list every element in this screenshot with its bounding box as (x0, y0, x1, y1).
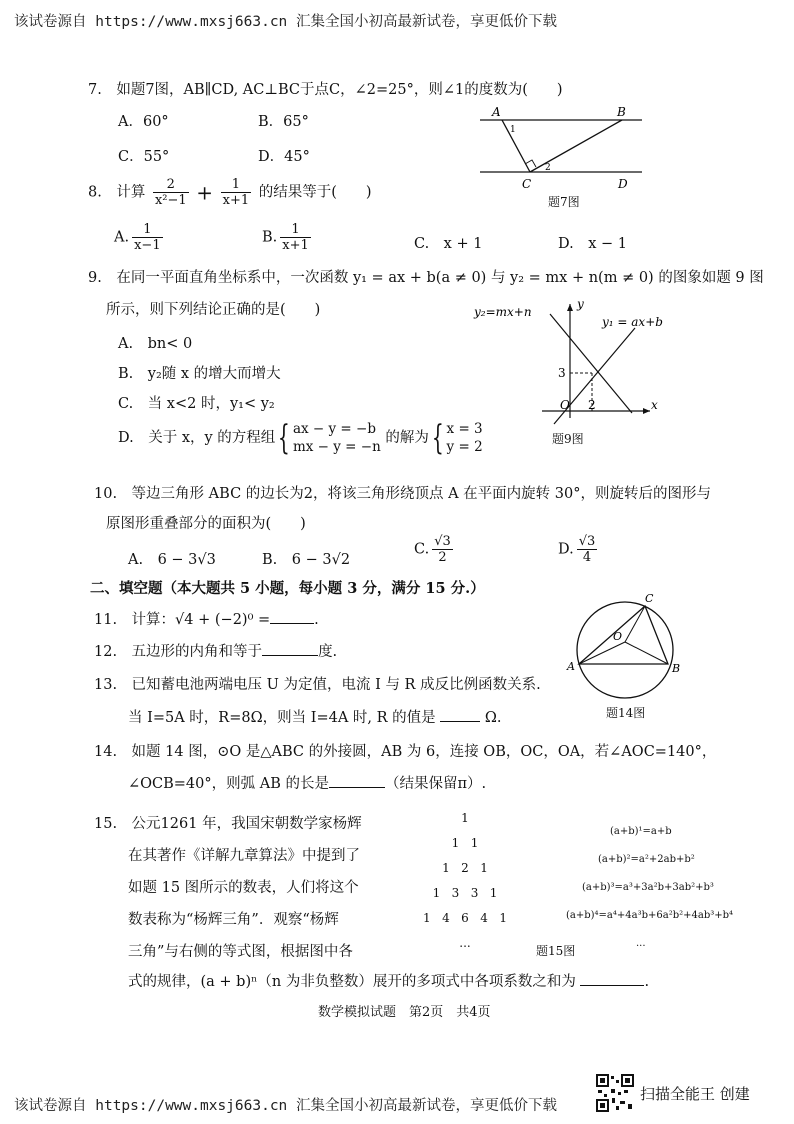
q8-option-c: C. x + 1 (414, 236, 483, 252)
q9-label-origin: O (560, 398, 570, 412)
equation-1: (a+b)¹=a+b (610, 826, 672, 837)
header-url[interactable]: https://www.mxsj663.cn (95, 14, 288, 30)
q15-line5: 三角”与右侧的等式图，根据图中各 (128, 944, 353, 960)
circumcircle (577, 602, 673, 698)
q9-label-y2: y₂=mx+n (474, 305, 532, 319)
q7-option-b: B．65° (258, 114, 309, 130)
q7-option-c: C．55° (118, 149, 170, 165)
q15-line2: 在其著作《详解九章算法》中提到了 (128, 848, 360, 864)
q9-label-2: 2 (588, 398, 596, 412)
q15-line3: 如题 15 图所示的数表，人们将这个 (128, 880, 359, 896)
q15-answer-blank[interactable] (580, 985, 644, 986)
q11-stem: 11. 计算：√4 + (−2)⁰ = . (94, 612, 319, 628)
footer-slogan: 汇集全国小初高最新试卷，享更低价下载 (296, 1098, 558, 1114)
segment-ac (502, 120, 530, 172)
q7-label-d: D (618, 177, 628, 191)
q10-stem-line2: 原图形重叠部分的面积为( ) (106, 516, 306, 532)
triangle-row-3: 1 2 1 (442, 861, 488, 875)
q14-stem-line2: ∠OCB=40°，则弧 AB 的长是 （结果保留π）. (128, 776, 487, 792)
q14-label-b: B (672, 662, 681, 675)
q11-answer-blank[interactable] (270, 623, 314, 624)
q15-line1: 15. 公元1261 年，我国宋朝数学家杨辉 (94, 816, 362, 832)
q10-stem-line1: 10. 等边三角形 ABC 的边长为2，将该三角形绕顶点 A 在平面内旋转 30°，则旋转后的图形与 (94, 486, 711, 502)
q13-answer-blank[interactable] (440, 721, 480, 722)
q12-stem: 12. 五边形的内角和等于 度. (94, 644, 338, 660)
segment-ob (625, 642, 668, 664)
q10-option-d: D. $\frac{√3}{4}$ (558, 534, 596, 565)
header-slogan: 汇集全国小初高最新试卷，享更低价下载 (296, 14, 558, 30)
q9-stem-line2: 所示，则下列结论正确的是( ) (106, 302, 321, 318)
q10-option-a: A. 6 − 3√3 (128, 552, 216, 568)
page-number-label: 数学模拟试题 第2页 共4页 (318, 1005, 491, 1020)
q8-stem (88, 177, 372, 208)
q9-caption: 题9图 (552, 432, 584, 446)
binomial-equations (566, 818, 766, 958)
triangle-row-1: 1 (461, 811, 469, 825)
q9-label-yaxis: y (577, 297, 584, 311)
q12-answer-blank[interactable] (262, 655, 318, 656)
q8-fraction-1: $\frac{2}{\text{x²−1}}$ (154, 177, 187, 208)
q8-prefix: 8. 计算 (88, 184, 146, 201)
q15-line6: 式的规律，(a + b)ⁿ（n 为非负整数）展开的多项式中各项系数之和为 . (128, 974, 650, 990)
footer-source: 该试卷源自 (14, 1098, 87, 1114)
q14-figure (565, 592, 695, 702)
q7-stem: 7. 如题7图，AB∥CD, AC⊥BC于点C，∠2=25°，则∠1的度数为( ) (88, 82, 563, 98)
q7-option-a: A．60° (118, 114, 169, 130)
triangle-row-6: ... (459, 936, 471, 950)
q8-option-b: B. $\frac{1}{x+1}$ (262, 222, 309, 253)
q8-fraction-2: $\frac{1}{x+1}$ (222, 177, 250, 208)
segment-cb (530, 120, 622, 172)
q7-label-b: B (617, 105, 626, 119)
q14-label-c: C (645, 592, 654, 605)
q14-caption: 题14图 (606, 706, 646, 720)
q7-angle1-label: 1 (510, 125, 516, 135)
qr-code-icon[interactable] (596, 1074, 634, 1112)
triangle-row-2: 1 1 (451, 836, 479, 850)
q15-line4: 数表称为“杨辉三角”．观察“杨辉 (128, 912, 339, 928)
q10-option-c: C. $\frac{√3}{2}$ (414, 534, 451, 565)
section2-heading: 二、填空题（本大题共 5 小题，每小题 3 分，满分 15 分.） (90, 580, 485, 597)
q14-stem-line1: 14. 如题 14 图，⊙O 是△ABC 的外接圆，AB 为 6，连接 OB，OC，OA，若∠AOC=140°， (94, 744, 717, 760)
yanghui-triangle (400, 806, 530, 956)
equation-2: (a+b)²=a²+2ab+b² (598, 854, 695, 865)
q8-option-a: A. $\frac{1}{x-1}$ (114, 222, 161, 253)
q14-answer-blank[interactable] (329, 787, 385, 788)
q8-option-d: D. x − 1 (558, 236, 627, 252)
q14-label-a: A (567, 660, 575, 673)
q7-caption: 题7图 (548, 195, 580, 209)
q9-stem-line1: 9. 在同一平面直角坐标系中，一次函数 y₁ = ax + b(a ≠ 0) 与 y₂ = mx + n(m ≠ 0) 的图象如题 9 图 (88, 270, 764, 286)
q9-label-3: 3 (558, 366, 566, 380)
q9-option-c: C. 当 x<2 时，y₁< y₂ (118, 396, 275, 412)
q9-label-y1: y₁ = ax+b (602, 315, 663, 329)
triangle-row-4: 1 3 3 1 (432, 886, 498, 900)
footer-url[interactable]: https://www.mxsj663.cn (95, 1098, 288, 1114)
q9-option-b: B. y₂随 x 的增大而增大 (118, 366, 281, 382)
q13-stem-line2: 当 I=5A 时，R=8Ω，则当 I=4A 时, R 的值是 Ω. (128, 710, 502, 726)
q8-suffix: 的结果等于( ) (258, 184, 372, 201)
q7-label-a: A (492, 105, 501, 119)
q13-stem-line1: 13. 已知蓄电池两端电压 U 为定值，电流 I 与 R 成反比例函数关系. (94, 677, 541, 693)
q9-option-a: A. bn< 0 (118, 336, 193, 352)
q10-option-b: B. 6 − 3√2 (262, 552, 351, 568)
header-source: 该试卷源自 (14, 14, 87, 30)
equation-4: (a+b)⁴=a⁴+4a³b+6a²b²+4ab³+b⁴ (566, 910, 734, 921)
equation-5: ... (636, 938, 646, 949)
q9-label-xaxis: x (651, 398, 658, 412)
q8-plus: + (196, 180, 214, 205)
header-bar (14, 10, 557, 31)
triangle-row-5: 1 4 6 4 1 (423, 911, 507, 925)
segment-oc (625, 606, 645, 642)
equation-3: (a+b)³=a³+3a²b+3ab²+b³ (582, 882, 714, 893)
q7-label-c: C (522, 177, 532, 191)
segment-oa (579, 642, 625, 664)
scanner-brand: 扫描全能王 创建 (640, 1085, 750, 1103)
q15-caption: 题15图 (536, 944, 576, 958)
q14-label-o: O (613, 630, 623, 643)
footer-bar (14, 1094, 557, 1115)
q7-angle2-label: 2 (545, 163, 551, 173)
q7-option-d: D．45° (258, 149, 310, 165)
q9-option-d: D. 关于 x，y 的方程组{ ax − y = −b mx − y = −n 的解为{ x = 3 y = 2 (118, 418, 483, 458)
q9-figure (470, 296, 680, 426)
